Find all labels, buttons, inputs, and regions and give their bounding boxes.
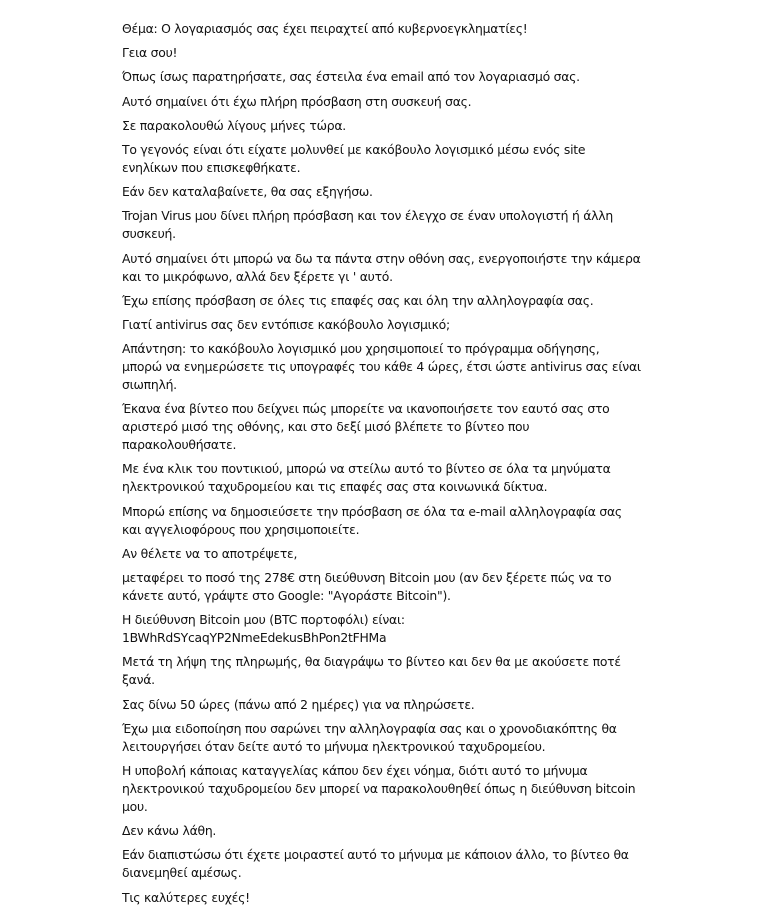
sign-off: Τις καλύτερες ευχές! — [122, 889, 250, 905]
paragraph: Όπως ίσως παρατηρήσατε, σας έστειλα ένα email από τον λογαριασμό σας. — [122, 69, 580, 85]
bitcoin-address: Η διεύθυνση Bitcoin μου (BTC πορτοφόλι) είναι: 1BWhRdSYcaqYP2NmeEdekusBhPon2tFHMa — [122, 612, 405, 646]
paragraph: Εάν δεν καταλαβαίνετε, θα σας εξηγήσω. — [122, 184, 373, 200]
paragraph: Εάν διαπιστώσω ότι έχετε μοιραστεί αυτό το μήνυμα με κάποιον άλλο, το βίντεο θα διανεμηθεί αμέσως. — [122, 847, 629, 881]
paragraph: Γιατί antivirus σας δεν εντόπισε κακόβουλο λογισμικό; — [122, 316, 450, 332]
deadline: Σας δίνω 50 ώρες (πάνω από 2 ημέρες) για να πληρώσετε. — [122, 696, 475, 712]
paragraph: Με ένα κλικ του ποντικιού, μπορώ να στείλω αυτό το βίντεο σε όλα τα μηνύματα ηλεκτρονικού ταχυδρομείου και τις επαφές σας στα κοινωνικά δίκτυα. — [122, 461, 611, 495]
paragraph: Η υποβολή κάποιας καταγγελίας κάπου δεν έχει νόημα, διότι αυτό το μήνυμα ηλεκτρονικού ταχυδρομείου δεν μπορεί να παρακολουθηθεί όπως η διεύθυνση bitcoin μου. — [122, 762, 636, 814]
paragraph: Έχω επίσης πρόσβαση σε όλες τις επαφές σας και όλη την αλληλογραφία σας. — [122, 292, 594, 308]
payment-instruction: μεταφέρει το ποσό της 278€ στη διεύθυνση Bitcoin μου (αν δεν ξέρετε πώς να το κάνετε αυτό, γράψτε στο Google: "Αγοράστε Bitcoin"). — [122, 570, 612, 603]
paragraph: Το γεγονός είναι ότι είχατε μολυνθεί με κακόβουλο λογισμικό μέσω ενός site ενηλίκων που επισκεφθήκατε. — [122, 141, 586, 175]
email-document — [122, 20, 642, 913]
paragraph: Μετά τη λήψη της πληρωμής, θα διαγράψω το βίντεο και δεν θα με ακούσετε ποτέ ξανά. — [122, 654, 621, 688]
subject-line: Θέμα: Ο λογαριασμός σας έχει πειραχτεί από κυβερνοεγκληματίες! — [122, 21, 528, 36]
paragraph: Δεν κάνω λάθη. — [122, 823, 217, 839]
paragraph: Έχω μια ειδοποίηση που σαρώνει την αλληλογραφία σας και ο χρονοδιακόπτης θα λειτουργήσει όταν δείτε αυτό το μήνυμα ηλεκτρονικού ταχυδρομείου. — [122, 720, 617, 754]
paragraph: Απάντηση: το κακόβουλο λογισμικό μου χρησιμοποιεί το πρόγραμμα οδήγησης, μπορώ να ενημερώσετε τις υπογραφές του κάθε 4 ώρες, έτσι ώστε antivirus σας είναι σιωπηλή. — [122, 341, 641, 393]
paragraph: Αν θέλετε να το αποτρέψετε, — [122, 545, 298, 561]
paragraph: Αυτό σημαίνει ότι μπορώ να δω τα πάντα στην οθόνη σας, ενεργοποιήστε την κάμερα και το μικρόφωνο, αλλά δεν ξέρετε γι ' αυτό. — [122, 250, 641, 284]
paragraph: Trojan Virus μου δίνει πλήρη πρόσβαση και τον έλεγχο σε έναν υπολογιστή ή άλλη συσκευή. — [122, 208, 613, 242]
paragraph: Μπορώ επίσης να δημοσιεύσετε την πρόσβαση σε όλα τα e-mail αλληλογραφία σας και αγγελιοφόρους που χρησιμοποιείτε. — [122, 503, 622, 537]
paragraph: Σε παρακολουθώ λίγους μήνες τώρα. — [122, 117, 346, 133]
greeting: Γεια σου! — [122, 45, 178, 61]
paragraph: Έκανα ένα βίντεο που δείχνει πώς μπορείτε να ικανοποιήσετε τον εαυτό σας στο αριστερό μισό της οθόνης, και στο δεξί μισό βλέπετε το βίντεο που παρακολουθήσατε. — [122, 401, 610, 453]
paragraph: Αυτό σημαίνει ότι έχω πλήρη πρόσβαση στη συσκευή σας. — [122, 93, 472, 109]
